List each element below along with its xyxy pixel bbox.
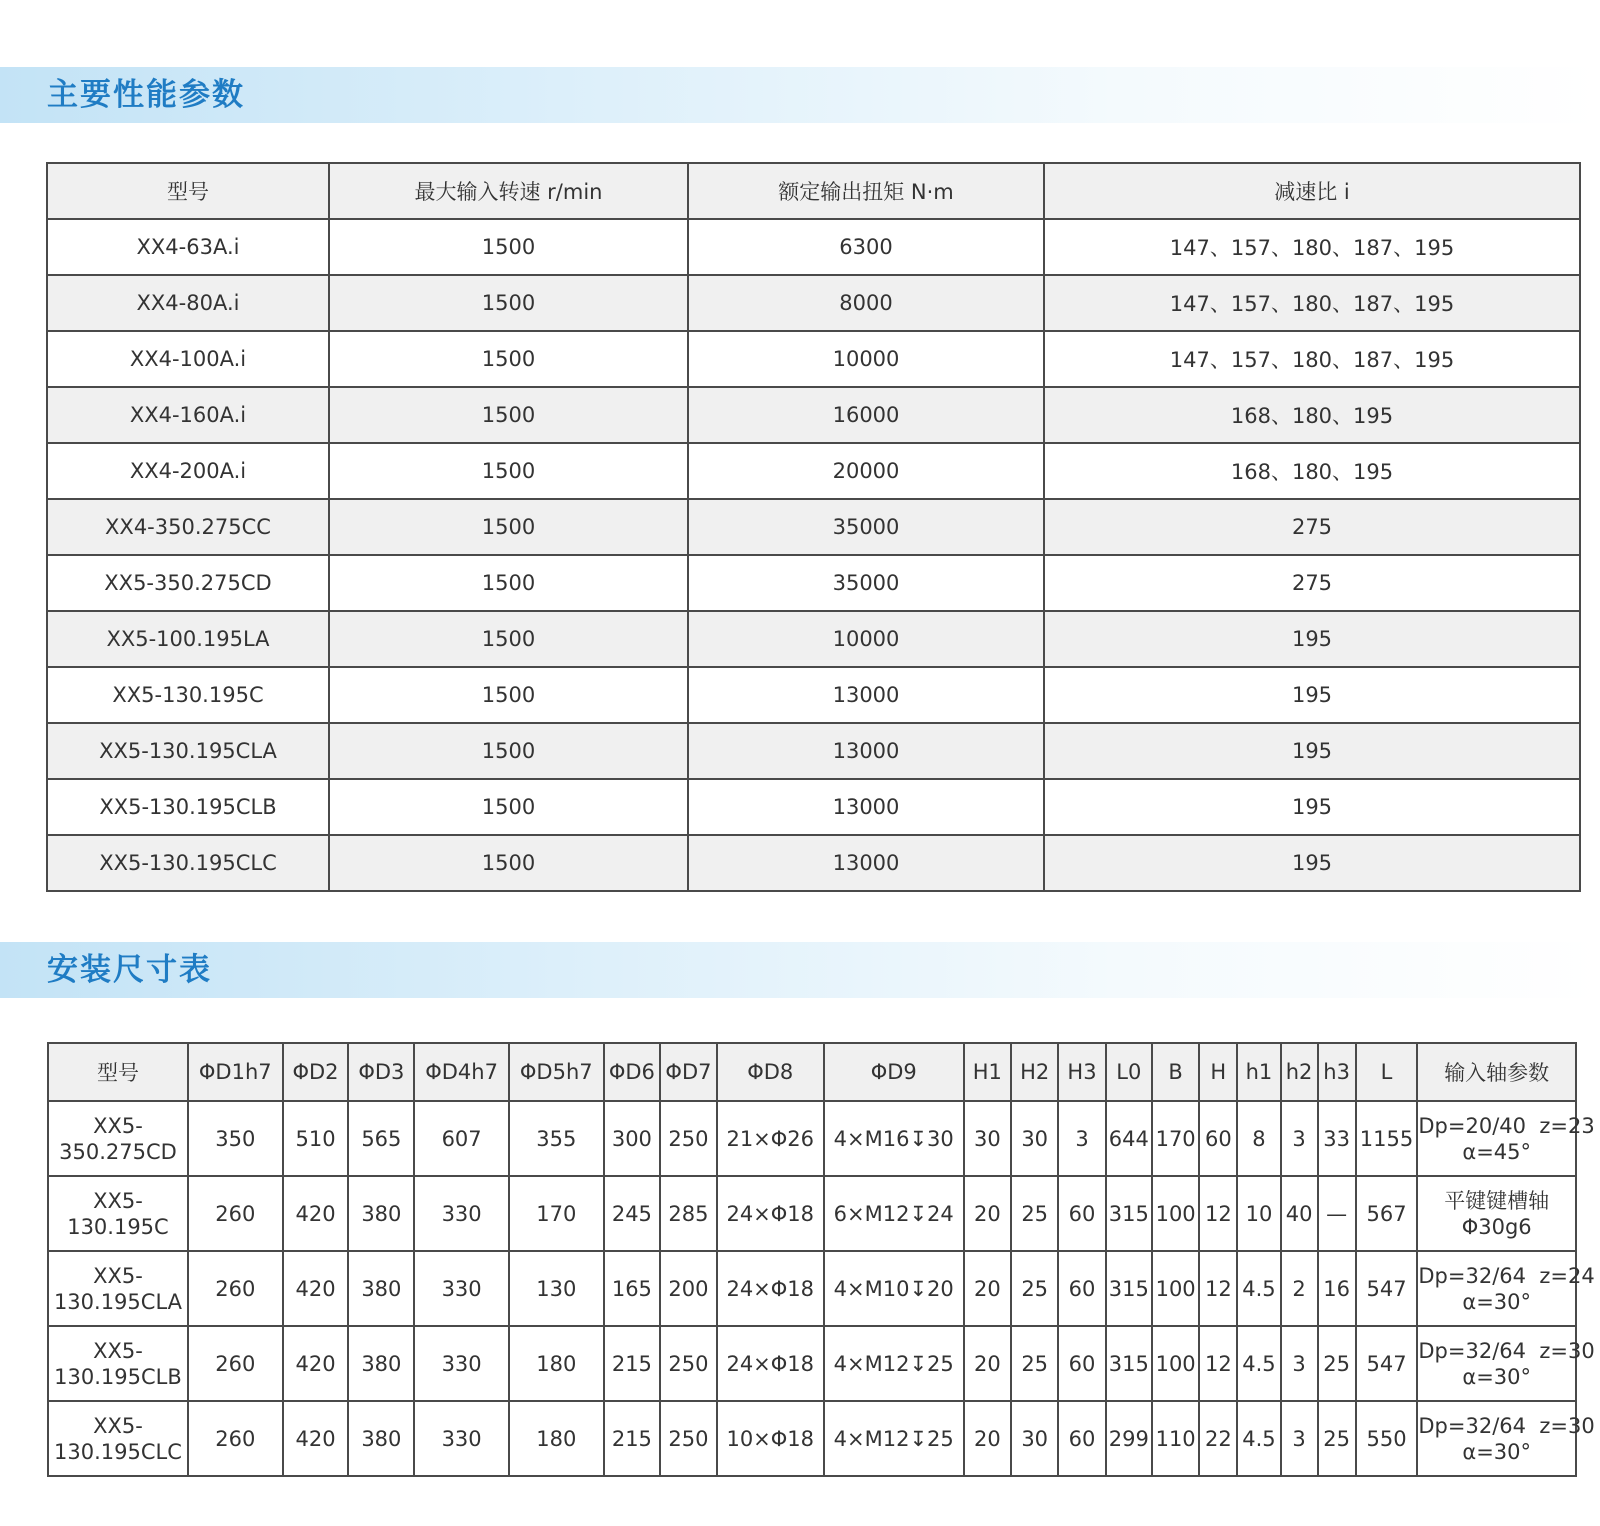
table-cell: 25: [1011, 1251, 1058, 1326]
table-row: [47, 331, 1580, 387]
input-shaft-cell: [1417, 1251, 1595, 1326]
column-header: ΦD6: [604, 1043, 661, 1101]
table-cell: 147、157、180、187、195: [1044, 331, 1580, 387]
table-cell: 275: [1044, 499, 1580, 555]
table-cell: 380: [348, 1401, 414, 1476]
column-header: ΦD5h7: [509, 1043, 604, 1101]
table-cell: 215: [604, 1401, 661, 1476]
dimensions-table: [47, 1042, 1595, 1477]
table-cell: XX5-130.195C: [47, 667, 329, 723]
model-line: 130.195C: [67, 1214, 169, 1239]
table-cell: 547: [1356, 1326, 1418, 1401]
table-cell: XX4-63A.i: [47, 219, 329, 275]
table-cell: 644: [1106, 1101, 1152, 1176]
model-line: 130.195CLB: [54, 1364, 182, 1389]
table-cell: 3: [1058, 1101, 1105, 1176]
table-cell: 260: [188, 1176, 283, 1251]
table-cell: 1500: [329, 275, 688, 331]
column-header: ΦD7: [660, 1043, 717, 1101]
table-cell: 1500: [329, 443, 688, 499]
table-cell: 130: [509, 1251, 604, 1326]
table-cell: XX4-100A.i: [47, 331, 329, 387]
input-shaft-cell: [1417, 1401, 1595, 1476]
table-cell: 60: [1058, 1326, 1105, 1401]
model-line: XX5-: [93, 1338, 143, 1363]
table-cell: 300: [604, 1101, 661, 1176]
table-cell: 170: [1152, 1101, 1199, 1176]
table-cell: XX4-80A.i: [47, 275, 329, 331]
table-cell: 35000: [688, 555, 1044, 611]
column-header: H: [1199, 1043, 1237, 1101]
table-cell: XX4-350.275CC: [47, 499, 329, 555]
table-row: [47, 219, 1580, 275]
table-cell: 330: [414, 1176, 509, 1251]
table-cell: 60: [1058, 1251, 1105, 1326]
table-cell: 147、157、180、187、195: [1044, 275, 1580, 331]
input-shaft-line: α=45°: [1462, 1139, 1532, 1164]
table-cell: 315: [1106, 1326, 1152, 1401]
table-cell: 550: [1356, 1401, 1418, 1476]
table-cell: 1500: [329, 499, 688, 555]
table-row: [47, 835, 1580, 891]
section-title: 主要性能参数: [47, 77, 245, 113]
table-cell: 12: [1199, 1176, 1237, 1251]
column-header: 最大输入转速 r/min: [329, 163, 688, 219]
table-cell: 13000: [688, 779, 1044, 835]
table-cell: 4.5: [1237, 1251, 1280, 1326]
column-header: 型号: [48, 1043, 188, 1101]
table-cell: 20: [964, 1401, 1011, 1476]
table-cell: 168、180、195: [1044, 387, 1580, 443]
table-cell: 12: [1199, 1326, 1237, 1401]
table-cell: 510: [283, 1101, 349, 1176]
table-cell: 4×M16↧30: [824, 1101, 964, 1176]
table-cell: 30: [1011, 1401, 1058, 1476]
table-cell: 260: [188, 1251, 283, 1326]
section-header-performance: [0, 67, 1600, 123]
table-row: [47, 667, 1580, 723]
table-cell: 10: [1237, 1176, 1280, 1251]
table-row: [47, 275, 1580, 331]
column-header: h1: [1237, 1043, 1280, 1101]
table-cell: 10×Φ18: [717, 1401, 824, 1476]
table-cell: 195: [1044, 611, 1580, 667]
table-cell: 1500: [329, 611, 688, 667]
table-cell: 180: [509, 1326, 604, 1401]
table-header-row: [48, 1043, 1576, 1101]
table-cell: XX4-200A.i: [47, 443, 329, 499]
table-cell: 10000: [688, 331, 1044, 387]
column-header: ΦD9: [824, 1043, 964, 1101]
model-line: XX5-: [93, 1188, 143, 1213]
table-cell: 6×M12↧24: [824, 1176, 964, 1251]
table-cell: 13000: [688, 835, 1044, 891]
table-row: [48, 1251, 1576, 1326]
table-cell: 1500: [329, 723, 688, 779]
table-row: [48, 1401, 1576, 1476]
table-cell: 607: [414, 1101, 509, 1176]
column-header: ΦD4h7: [414, 1043, 509, 1101]
table-cell: 3: [1281, 1101, 1318, 1176]
table-cell: 20: [964, 1176, 1011, 1251]
table-cell: 195: [1044, 667, 1580, 723]
table-cell: 22: [1199, 1401, 1237, 1476]
model-line: 130.195CLA: [53, 1289, 182, 1314]
table-cell: 380: [348, 1176, 414, 1251]
table-cell: 33: [1318, 1101, 1356, 1176]
table-cell: 315: [1106, 1251, 1152, 1326]
model-line: 130.195CLC: [54, 1439, 182, 1464]
table-row: [48, 1176, 1576, 1251]
column-header: ΦD1h7: [188, 1043, 283, 1101]
table-cell: 180: [509, 1401, 604, 1476]
table-row: [47, 555, 1580, 611]
table-cell: 8000: [688, 275, 1044, 331]
table-cell: 16000: [688, 387, 1044, 443]
table-cell: 40: [1281, 1176, 1318, 1251]
table-cell: 380: [348, 1326, 414, 1401]
performance-table: [46, 162, 1581, 892]
table-cell: 420: [283, 1176, 349, 1251]
model-line: 350.275CD: [59, 1139, 177, 1164]
input-shaft-line: α=30°: [1462, 1364, 1532, 1389]
table-cell: 24×Φ18: [717, 1251, 824, 1326]
table-cell: 12: [1199, 1251, 1237, 1326]
table-cell: 4×M12↧25: [824, 1326, 964, 1401]
table-cell: XX5-130.195CLB: [47, 779, 329, 835]
table-cell: 20: [964, 1251, 1011, 1326]
input-shaft-line: Dp=32/64 z=30: [1418, 1338, 1595, 1363]
table-cell: 165: [604, 1251, 661, 1326]
table-cell: 4.5: [1237, 1401, 1280, 1476]
table-cell: 420: [283, 1401, 349, 1476]
model-cell: [48, 1176, 188, 1251]
input-shaft-cell: [1417, 1176, 1576, 1251]
table-cell: 60: [1058, 1176, 1105, 1251]
table-cell: 1500: [329, 387, 688, 443]
table-cell: 330: [414, 1326, 509, 1401]
table-cell: 24×Φ18: [717, 1326, 824, 1401]
table-cell: 3: [1281, 1401, 1318, 1476]
table-cell: 195: [1044, 835, 1580, 891]
column-header: H3: [1058, 1043, 1105, 1101]
section-header-dimensions: [0, 942, 1600, 998]
input-shaft-line: 平键键槽轴: [1444, 1188, 1550, 1213]
table-cell: 380: [348, 1251, 414, 1326]
table-cell: XX5-130.195CLC: [47, 835, 329, 891]
table-cell: 567: [1356, 1176, 1418, 1251]
column-header: ΦD2: [283, 1043, 349, 1101]
table-cell: 6300: [688, 219, 1044, 275]
table-row: [47, 443, 1580, 499]
input-shaft-line: Dp=32/64 z=24: [1418, 1263, 1595, 1288]
table-row: [47, 387, 1580, 443]
table-cell: 420: [283, 1251, 349, 1326]
column-header: 输入轴参数: [1417, 1043, 1576, 1101]
table-cell: 260: [188, 1401, 283, 1476]
table-cell: 547: [1356, 1251, 1418, 1326]
table-cell: 30: [1011, 1101, 1058, 1176]
table-cell: XX5-350.275CD: [47, 555, 329, 611]
column-header: 型号: [47, 163, 329, 219]
table-row: [47, 499, 1580, 555]
column-header: ΦD8: [717, 1043, 824, 1101]
table-row: [47, 723, 1580, 779]
table-cell: 20: [964, 1326, 1011, 1401]
table-cell: 355: [509, 1101, 604, 1176]
table-cell: 215: [604, 1326, 661, 1401]
table-cell: 200: [660, 1251, 717, 1326]
table-cell: 195: [1044, 779, 1580, 835]
table-cell: 16: [1318, 1251, 1356, 1326]
table-cell: 100: [1152, 1326, 1199, 1401]
table-cell: 245: [604, 1176, 661, 1251]
model-cell: [48, 1326, 188, 1401]
table-cell: 10000: [688, 611, 1044, 667]
input-shaft-line: α=30°: [1462, 1289, 1532, 1314]
table-cell: 250: [660, 1326, 717, 1401]
input-shaft-cell: [1417, 1326, 1595, 1401]
table-cell: 25: [1011, 1326, 1058, 1401]
column-header: ΦD3: [348, 1043, 414, 1101]
table-cell: 20000: [688, 443, 1044, 499]
table-cell: 2: [1281, 1251, 1318, 1326]
table-row: [47, 779, 1580, 835]
table-cell: 24×Φ18: [717, 1176, 824, 1251]
table-cell: 565: [348, 1101, 414, 1176]
table-cell: XX4-160A.i: [47, 387, 329, 443]
table-cell: 60: [1199, 1101, 1237, 1176]
model-line: XX5-: [93, 1263, 143, 1288]
table-cell: 330: [414, 1251, 509, 1326]
table-cell: XX5-100.195LA: [47, 611, 329, 667]
table-cell: 275: [1044, 555, 1580, 611]
table-cell: 260: [188, 1326, 283, 1401]
table-body: [48, 1101, 1595, 1476]
table-cell: 60: [1058, 1401, 1105, 1476]
table-cell: 330: [414, 1401, 509, 1476]
table-cell: 350: [188, 1101, 283, 1176]
table-cell: 4×M12↧25: [824, 1401, 964, 1476]
input-shaft-line: Dp=32/64 z=30: [1418, 1413, 1595, 1438]
table-cell: 195: [1044, 723, 1580, 779]
table-cell: 25: [1318, 1326, 1356, 1401]
column-header: H1: [964, 1043, 1011, 1101]
model-cell: [48, 1401, 188, 1476]
table-cell: 100: [1152, 1251, 1199, 1326]
model-line: XX5-: [93, 1113, 143, 1138]
column-header: L: [1356, 1043, 1418, 1101]
table-cell: 250: [660, 1401, 717, 1476]
table-cell: 35000: [688, 499, 1044, 555]
table-cell: 8: [1237, 1101, 1280, 1176]
table-row: [47, 611, 1580, 667]
table-cell: 4×M10↧20: [824, 1251, 964, 1326]
column-header: h3: [1318, 1043, 1356, 1101]
table-body: [47, 219, 1580, 891]
table-header-row: [47, 163, 1580, 219]
model-line: XX5-: [93, 1413, 143, 1438]
column-header: B: [1152, 1043, 1199, 1101]
table-cell: 110: [1152, 1401, 1199, 1476]
input-shaft-line: Dp=20/40 z=23: [1418, 1113, 1595, 1138]
table-cell: 1500: [329, 331, 688, 387]
model-cell: [48, 1101, 188, 1176]
table-cell: 250: [660, 1101, 717, 1176]
column-header: h2: [1281, 1043, 1318, 1101]
table-cell: 13000: [688, 723, 1044, 779]
input-shaft-cell: [1417, 1101, 1595, 1176]
table-cell: 13000: [688, 667, 1044, 723]
table-cell: 100: [1152, 1176, 1199, 1251]
table-cell: 1155: [1356, 1101, 1418, 1176]
table-cell: 3: [1281, 1326, 1318, 1401]
table-cell: —: [1318, 1176, 1356, 1251]
section-title: 安装尺寸表: [47, 952, 212, 988]
table-cell: 170: [509, 1176, 604, 1251]
table-cell: 4.5: [1237, 1326, 1280, 1401]
table-cell: 420: [283, 1326, 349, 1401]
table-cell: 1500: [329, 835, 688, 891]
input-shaft-line: Φ30g6: [1461, 1214, 1532, 1239]
table-cell: 21×Φ26: [717, 1101, 824, 1176]
input-shaft-line: α=30°: [1462, 1439, 1532, 1464]
table-cell: 147、157、180、187、195: [1044, 219, 1580, 275]
table-cell: 25: [1011, 1176, 1058, 1251]
table-cell: 25: [1318, 1401, 1356, 1476]
table-cell: 168、180、195: [1044, 443, 1580, 499]
table-cell: 299: [1106, 1401, 1152, 1476]
column-header: 额定输出扭矩 N·m: [688, 163, 1044, 219]
model-cell: [48, 1251, 188, 1326]
column-header: H2: [1011, 1043, 1058, 1101]
table-cell: 285: [660, 1176, 717, 1251]
table-cell: XX5-130.195CLA: [47, 723, 329, 779]
table-cell: 30: [964, 1101, 1011, 1176]
table-cell: 315: [1106, 1176, 1152, 1251]
table-cell: 1500: [329, 555, 688, 611]
column-header: 减速比 i: [1044, 163, 1580, 219]
table-cell: 1500: [329, 219, 688, 275]
table-row: [48, 1101, 1576, 1176]
table-cell: 1500: [329, 779, 688, 835]
column-header: L0: [1106, 1043, 1152, 1101]
table-row: [48, 1326, 1576, 1401]
table-cell: 1500: [329, 667, 688, 723]
